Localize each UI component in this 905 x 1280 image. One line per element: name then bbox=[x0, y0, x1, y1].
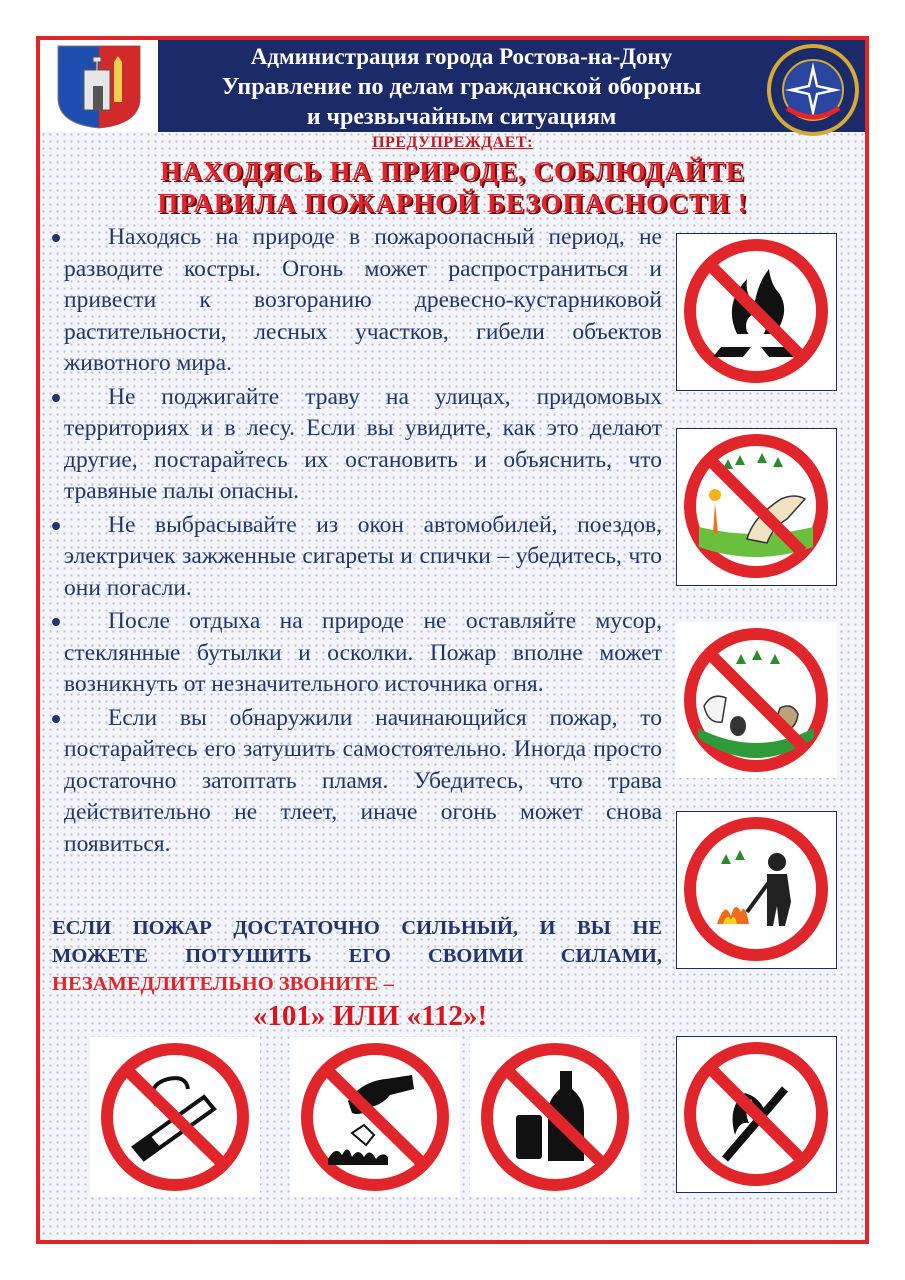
emergency-callout bbox=[52, 914, 662, 998]
rule-item: После отдыха на природе не оставляйте мусор, стеклянные бутылки и осколки. Пожар вполне может возникнуть от незначительного источника огня. bbox=[52, 606, 662, 701]
extinguish-fire-sign-icon bbox=[676, 811, 837, 969]
civil-defense-emblem-icon bbox=[765, 42, 861, 138]
no-bottles-sign-icon bbox=[470, 1037, 640, 1197]
no-litter-in-forest-sign-icon bbox=[676, 622, 837, 778]
no-campfire-sign-icon bbox=[676, 233, 837, 391]
no-smoking-sign-icon bbox=[90, 1037, 260, 1197]
rostov-coat-of-arms-icon bbox=[40, 40, 158, 132]
callout-red-text: НЕЗАМЕДЛИТЕЛЬНО ЗВОНИТЕ – bbox=[52, 973, 394, 995]
rules-list bbox=[52, 222, 662, 862]
emergency-numbers: «101» ИЛИ «112»! bbox=[252, 1000, 488, 1032]
callout-blue-text: ЕСЛИ ПОЖАР ДОСТАТОЧНО СИЛЬНЫЙ, И ВЫ НЕ МОЖЕТЕ ПОТУШИТЬ ЕГО СВОИМИ СИЛАМИ, bbox=[52, 917, 662, 967]
title-line-2: ПРАВИЛА ПОЖАРНОЙ БЕЗОПАСНОСТИ ! bbox=[157, 188, 748, 218]
header-line-3: и чрезвычайным ситуациям bbox=[306, 104, 617, 130]
rule-item: Если вы обнаружили начинающийся пожар, то постарайтесь его затушить самостоятельно. Иногда просто достаточно затоптать пламя. Убедитесь, что трава действительно не тлеет, иначе огонь может снова появиться. bbox=[52, 703, 662, 861]
rule-item: Находясь на природе в пожароопасный период, не разводите костры. Огонь может распространиться и привести к возгоранию древесно-кустарниковой растительности, лесных участков, гибели объектов животного мира. bbox=[52, 222, 662, 380]
no-matches-sign-icon bbox=[676, 1036, 837, 1193]
header-line-2: Управление по делам гражданской обороны bbox=[221, 74, 702, 100]
rule-item: Не поджигайте траву на улицах, придомовых территориях и в лесу. Если вы увидите, как это делают другие, постарайтесь их остановить и объяснить, что травяные палы опасны. bbox=[52, 382, 662, 508]
rule-item: Не выбрасывайте из окон автомобилей, поездов, электричек зажженные сигареты и спички – убедитесь, что они погасли. bbox=[52, 510, 662, 605]
no-littering-sign-icon bbox=[290, 1037, 460, 1197]
header-banner bbox=[40, 40, 865, 132]
warns-label: ПРЕДУПРЕЖДАЕТ: bbox=[372, 134, 533, 151]
no-grass-burning-sign-icon bbox=[676, 428, 837, 586]
title-line-1: НАХОДЯСЬ НА ПРИРОДЕ, СОБЛЮДАЙТЕ bbox=[160, 156, 745, 186]
header-line-1: Администрация города Ростова-на-Дону bbox=[250, 44, 673, 69]
